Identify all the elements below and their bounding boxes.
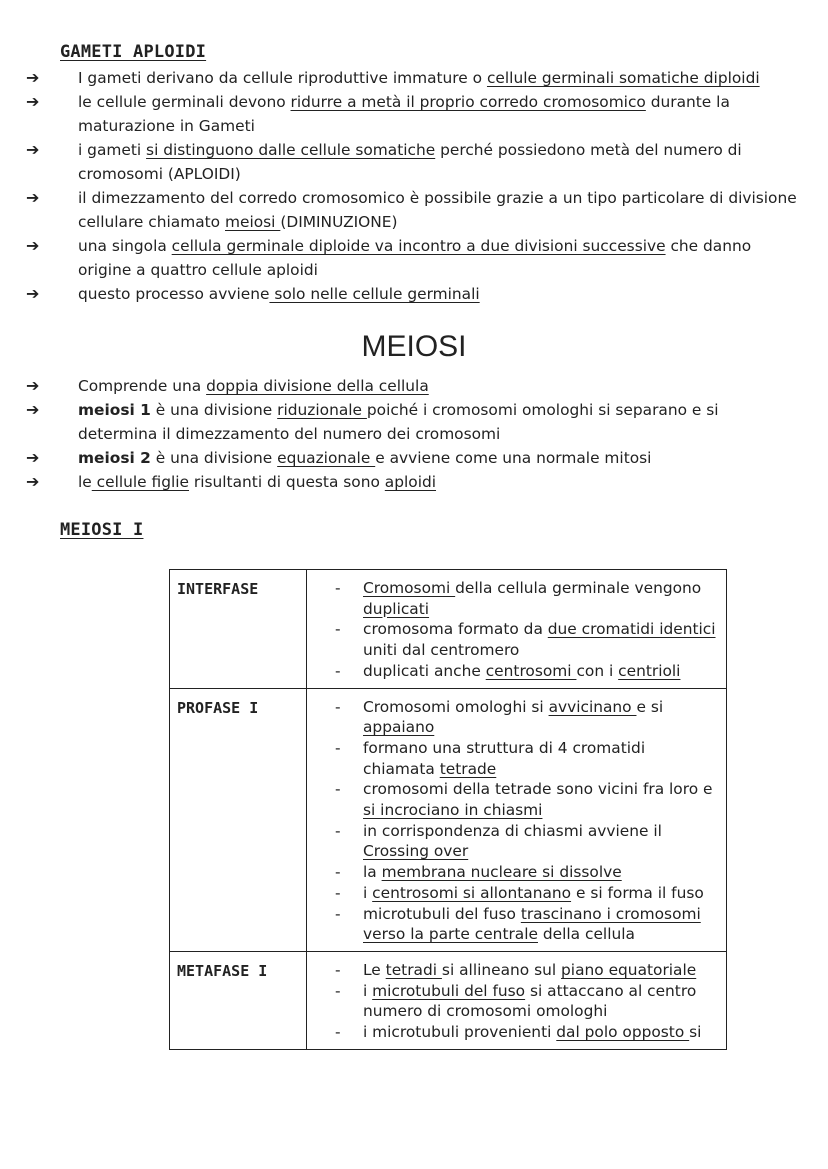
text-segment: duplicati anche xyxy=(363,661,486,680)
text-segment: e avviene come una normale mitosi xyxy=(375,449,652,467)
bullet-item xyxy=(0,234,828,282)
text-segment: centrioli xyxy=(618,661,681,680)
text-segment: centrosomi si allontanano xyxy=(372,883,572,902)
text-segment: cellule germinali somatiche diploidi xyxy=(486,69,760,87)
bullet-item xyxy=(0,374,828,398)
text-segment: due cromatidi identici xyxy=(547,620,716,639)
text-segment: durante la maturazione in Gameti xyxy=(78,93,730,135)
text-segment: che danno origine a quattro cellule aploidi xyxy=(78,237,752,279)
text-segment: meiosi xyxy=(225,213,281,231)
text-segment: le xyxy=(78,473,92,491)
text-segment: con i xyxy=(576,661,619,680)
text-segment: ridurre a metà il proprio corredo cromosomico xyxy=(290,93,646,111)
text-segment: i xyxy=(363,981,373,1000)
text-segment: dal polo opposto xyxy=(556,1023,690,1042)
text-segment: si incrociano in chiasmi xyxy=(363,801,543,820)
text-segment: trascinano i cromosomi verso la parte centrale xyxy=(363,904,701,944)
list-item: - i microtubuli del fuso si attaccano al centro numero di cromosomi omologhi xyxy=(335,981,697,1021)
text-segment: cellule figlie xyxy=(91,473,190,491)
list-item: - Le tetradi si allineano sul piano equatoriale xyxy=(335,960,697,979)
text-segment: Le xyxy=(363,960,386,979)
text-segment: microtubuli del fuso xyxy=(372,981,526,1000)
phase-description xyxy=(307,570,727,689)
arrow-icon: ➔ xyxy=(26,68,40,87)
list-item: - i microtubuli provenienti dal polo opposto si xyxy=(335,1023,702,1042)
list-item: - cromosomi della tetrade sono vicini fra loro e si incrociano in chiasmi xyxy=(335,780,713,820)
table-row xyxy=(170,688,727,951)
text-segment: cellula germinale diploide va incontro a due divisioni successive xyxy=(171,237,666,255)
text-segment: della cellula xyxy=(537,925,635,944)
section-heading-gameti-aploidi: GAMETI APLOIDI xyxy=(60,42,207,62)
arrow-icon: ➔ xyxy=(26,376,40,395)
text-segment: appaiano xyxy=(363,718,435,737)
list-item: - cromosoma formato da due cromatidi identici uniti dal centromero xyxy=(335,620,716,660)
text-segment: meiosi 2 xyxy=(78,449,151,467)
text-segment: e si forma il fuso xyxy=(571,883,704,902)
arrow-icon: ➔ xyxy=(26,284,40,303)
text-segment: meiosi 1 xyxy=(78,401,151,419)
text-segment: questo processo avviene xyxy=(78,285,270,303)
page-title-meiosi: MEIOSI xyxy=(361,330,467,363)
text-segment: è una divisione xyxy=(150,401,278,419)
text-segment: microtubuli del fuso xyxy=(363,904,521,923)
text-segment: riduzionale xyxy=(277,401,367,419)
phase-name: PROFASE I xyxy=(170,688,307,951)
phase-name: INTERFASE xyxy=(170,570,307,689)
list-item: - formano una struttura di 4 cromatidi chiamata tetrade xyxy=(335,738,646,778)
text-segment: piano equatoriale xyxy=(561,960,697,979)
gameti-bullet-list xyxy=(0,66,828,306)
text-segment: una singola xyxy=(78,237,172,255)
text-segment: e si xyxy=(636,697,664,716)
list-item: - Cromosomi omologhi si avvicinano e si appaiano xyxy=(335,697,664,737)
list-item: - Cromosomi della cellula germinale vengono duplicati xyxy=(335,579,702,618)
text-segment: si distinguono dalle cellule somatiche xyxy=(146,141,436,159)
text-segment: perché possiedono metà del numero di cromosomi (APLOIDI) xyxy=(78,141,742,183)
bullet-item xyxy=(0,90,828,138)
text-segment: si allineano sul xyxy=(441,960,562,979)
text-segment: si attaccano al centro numero di cromosomi omologhi xyxy=(363,981,697,1021)
text-segment: in corrispondenza di chiasmi avviene il xyxy=(363,821,662,840)
list-item: - duplicati anche centrosomi con i centrioli xyxy=(335,661,681,680)
list-item: - la membrana nucleare si dissolve xyxy=(335,863,622,882)
text-segment: uniti dal centromero xyxy=(363,641,520,660)
text-segment: (DIMINUZIONE) xyxy=(280,213,398,231)
text-segment: i microtubuli provenienti xyxy=(363,1023,557,1042)
text-segment: I gameti derivano da cellule riproduttive immature o xyxy=(78,69,487,87)
text-segment: membrana nucleare si dissolve xyxy=(381,863,622,882)
text-segment: cromosoma formato da xyxy=(363,620,548,639)
text-segment: il dimezzamento del corredo cromosomico è possibile grazie a un tipo particolare di divisione cellulare chiamato xyxy=(78,189,797,231)
phase-name: METAFASE I xyxy=(170,951,307,1049)
arrow-icon: ➔ xyxy=(26,472,40,491)
text-segment: tetrade xyxy=(439,759,497,778)
text-segment: aploidi xyxy=(384,473,437,491)
bullet-item xyxy=(0,282,828,306)
text-segment: equazionale xyxy=(277,449,376,467)
bullet-item xyxy=(0,398,828,446)
list-item: - i centrosomi si allontanano e si forma il fuso xyxy=(335,883,704,902)
arrow-icon: ➔ xyxy=(26,236,40,255)
text-segment: i xyxy=(363,883,373,902)
text-segment: solo nelle cellule germinali xyxy=(269,285,480,303)
phase-description xyxy=(307,951,727,1049)
text-segment: si xyxy=(689,1023,702,1042)
meiosi-bullet-list xyxy=(0,374,828,494)
bullet-item xyxy=(0,446,828,470)
arrow-icon: ➔ xyxy=(26,92,40,111)
arrow-icon: ➔ xyxy=(26,188,40,207)
text-segment: doppia divisione della cellula xyxy=(206,377,429,395)
text-segment: tetradi xyxy=(385,960,442,979)
text-segment: le cellule germinali devono xyxy=(78,93,291,111)
arrow-icon: ➔ xyxy=(26,448,40,467)
bullet-item xyxy=(0,66,828,90)
arrow-icon: ➔ xyxy=(26,140,40,159)
text-segment: avvicinano xyxy=(548,697,637,716)
text-segment: Cromosomi xyxy=(363,579,456,597)
text-segment: Cromosomi omologhi si xyxy=(363,697,549,716)
text-segment: la xyxy=(363,863,382,882)
meiosi-phase-table xyxy=(169,569,727,1050)
text-segment: Crossing over xyxy=(363,842,469,861)
section-heading-meiosi-i: MEIOSI I xyxy=(60,520,144,540)
table-row xyxy=(170,951,727,1049)
text-segment: della cellula germinale vengono xyxy=(455,579,702,597)
text-segment: è una divisione xyxy=(150,449,278,467)
text-segment: centrosomi xyxy=(485,661,577,680)
bullet-item xyxy=(0,186,828,234)
arrow-icon: ➔ xyxy=(26,400,40,419)
bullet-item xyxy=(0,470,828,494)
phase-description xyxy=(307,688,727,951)
text-segment: i gameti xyxy=(78,141,147,159)
table-row xyxy=(170,570,727,689)
bullet-item xyxy=(0,138,828,186)
list-item: - in corrispondenza di chiasmi avviene il Crossing over xyxy=(335,821,662,861)
text-segment: duplicati xyxy=(363,599,430,618)
list-item: - microtubuli del fuso trascinano i cromosomi verso la parte centrale della cellula xyxy=(335,904,701,944)
text-segment: poiché i cromosomi omologhi si separano e si determina il dimezzamento del numero dei cromosomi xyxy=(78,401,719,443)
text-segment: formano una struttura di 4 cromatidi chiamata xyxy=(363,738,646,778)
text-segment: risultanti di questa sono xyxy=(189,473,385,491)
text-segment: cromosomi della tetrade sono vicini fra loro e xyxy=(363,780,713,799)
text-segment: Comprende una xyxy=(78,377,207,395)
